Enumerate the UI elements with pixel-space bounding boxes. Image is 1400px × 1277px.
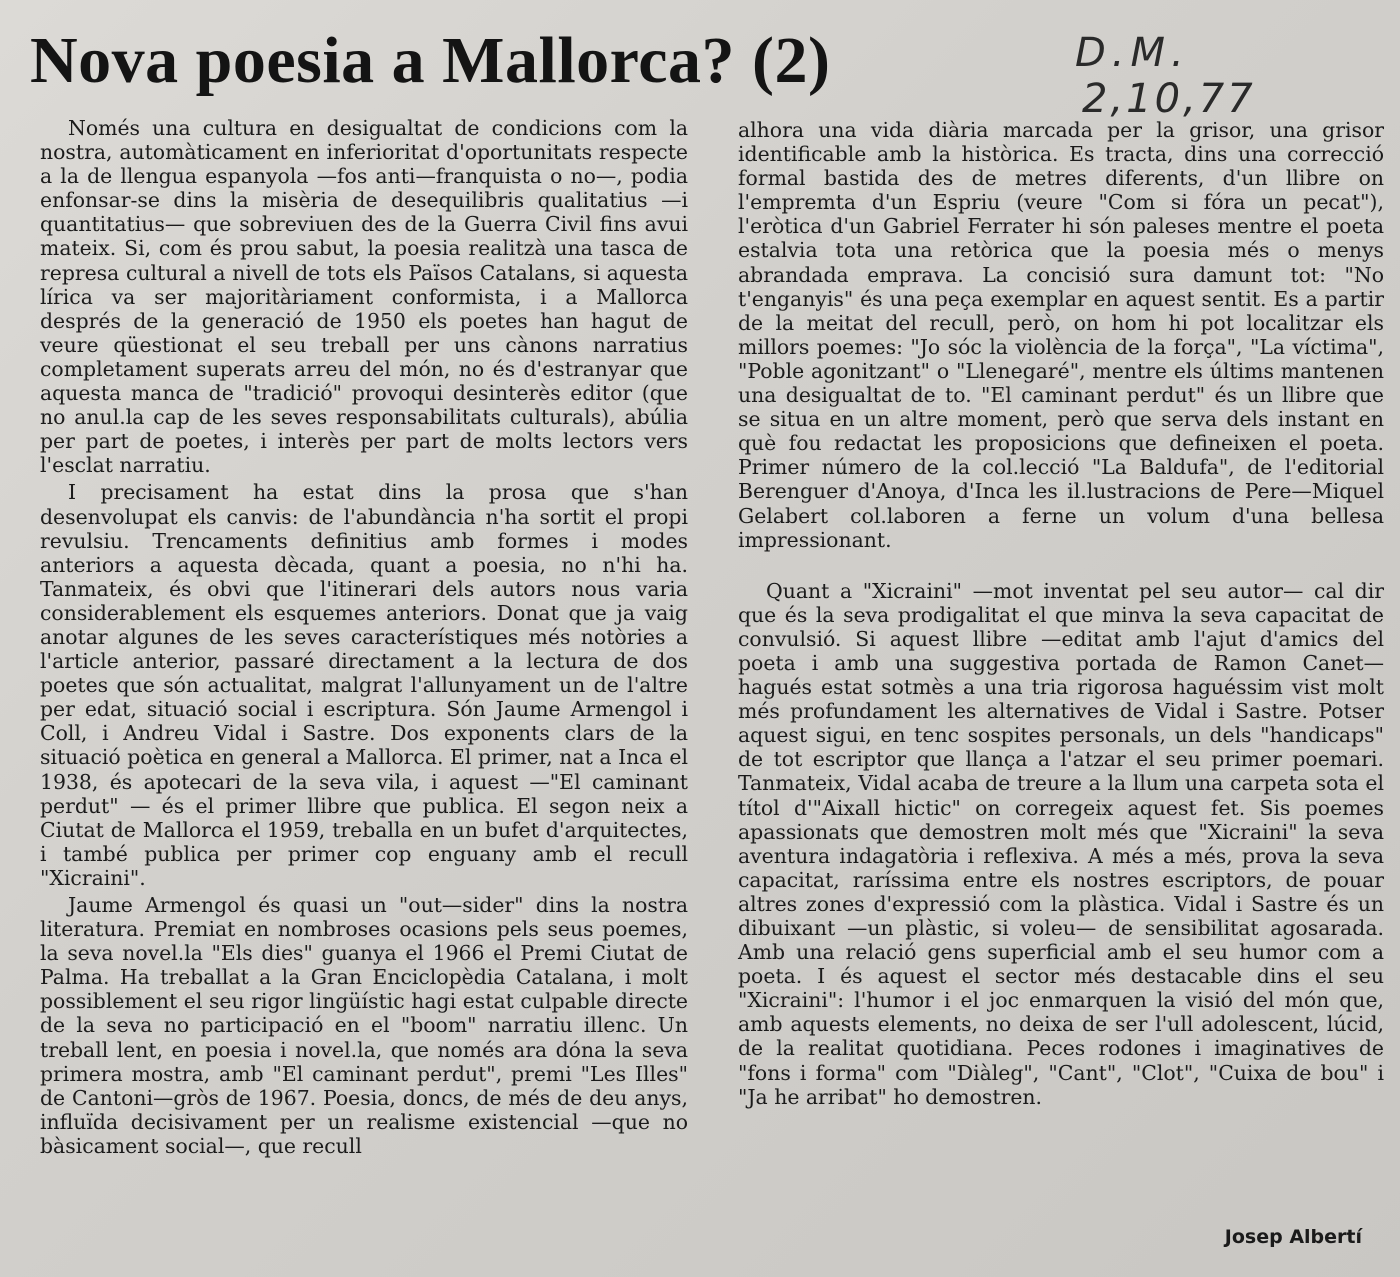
article-left-column — [40, 116, 688, 1158]
handwritten-date-note: 2,10,77 — [1082, 76, 1256, 122]
article-headline: Nova poesia a Mallorca? (2) — [30, 24, 831, 97]
article-right-column — [738, 118, 1384, 1109]
paragraph-3: Jaume Armengol és quasi un "out—sider" dins la nostra literatura. Premiat en nombroses ocasions pels seus poemes, la seva novel.la "Els dies" guanya el 1966 el Premi Ciutat de Palma. Ha treballat a la Gran Enciclopèdia Catalana, i molt possiblement el seu rigor lingüístic hagi estat culpable directe de la seva no participació en el "boom" narratiu illenc. Un treball lent, en poesia i novel.la, que només ara dóna la seva primera mostra, amb "El caminant perdut", premi "Les Illes" de Cantoni—gròs de 1967. Poesia, doncs, de més de deu anys, influïda decisivament per un realisme existencial —que no bàsicament social—, que recull — [40, 893, 688, 1158]
paragraph-1: Només una cultura en desigualtat de condicions com la nostra, automàticament en inferioritat d'oportunitats respecte a la de llengua espanyola —fos anti—franquista o no—, podia enfonsar-se dins la misèria de desequilibris qualitatius —i quantitatius— que sobreviuen des de la Guerra Civil fins avui mateix. Si, com és prou sabut, la poesia realitzà una tasca de represa cultural a nivell de tots els Països Catalans, si aquesta lírica va ser majoritàriament conformista, i a Mallorca després de la generació de 1950 els poetes han hagut de veure qüestionat el seu treball per uns cànons narratius completament superats arreu del món, no és d'estranyar que aquesta manca de "tradició" provoqui desinterès editor (que no anul.la cap de les seves responsabilitats culturals), abúlia per part de poetes, i interès per part de molts lectors vers l'esclat narratiu. — [40, 116, 688, 478]
author-byline: Josep Albertí — [1224, 1226, 1362, 1248]
handwritten-source-note: D.M. — [1075, 30, 1190, 76]
paragraph-3-continued: alhora una vida diària marcada per la grisor, una grisor identificable amb la històrica. Es tracta, dins una correcció formal bastida des de metres diferents, d'un llibre on l'empremta d'un Espriu (veure "Com si fóra un pecat"), l'eròtica d'un Gabriel Ferrater hi són paleses mentre el poeta estalvia tota una retòrica que la poesia més o menys abrandada emprava. La concisió sura damunt tot: "No t'enganyis" és una peça exemplar en aquest sentit. Es a partir de la meitat del recull, però, on hom hi pot localitzar els millors poemes: "Jo sóc la violència de la força", "La víctima", "Poble agonitzant" o "Llenegaré", mentre els últims mantenen una desigualtat de to. "El caminant perdut" és un llibre que se situa en un altre moment, però que serva dels instant en què fou redactat les proposicions que defineixen el poeta. Primer número de la col.lecció "La Baldufa", de l'editorial Berenguer d'Anoya, d'Inca les il.lustracions de Pere—Miquel Gelabert col.laboren a ferne un volum d'una bellesa impressionant. — [738, 118, 1384, 552]
paragraph-4: Quant a "Xicraini" —mot inventat pel seu autor— cal dir que és la seva prodigalitat el que minva la seva capacitat de convulsió. Si aquest llibre —editat amb l'ajut d'amics del poeta i amb una suggestiva portada de Ramon Canet— hagués estat sotmès a una tria rigorosa haguéssim vist molt més profundament les alternatives de Vidal i Sastre. Potser aquest sigui, en tenc sospites personals, un dels "handicaps" de tot escriptor que llança a l'atzar el seu primer poemari. Tanmateix, Vidal acaba de treure a la llum una carpeta sota el títol d'"Aixall hictic" on corregeix aquest fet. Sis poemes apassionats que demostren molt més que "Xicraini" la seva aventura indagatòria i reflexiva. A més a més, prova la seva capacitat, raríssima entre els nostres escriptors, de pouar altres zones d'expressió com la plàstica. Vidal i Sastre és un dibuixant —un plàstic, si voleu— de sensibilitat agosarada. Amb una relació gens superficial amb el seu humor com a poeta. I és aquest el sector més destacable dins el seu "Xicraini": l'humor i el joc enmarquen la visió del món que, amb aquests elements, no deixa de ser l'ull adolescent, lúcid, de la realitat quotidiana. Peces rodones i imaginatives de "fons i forma" com "Diàleg", "Cant", "Clot", "Cuixa de bou" i "Ja he arribat" ho demostren. — [738, 578, 1384, 1109]
paragraph-2: I precisament ha estat dins la prosa que s'han desenvolupat els canvis: de l'abundància n'ha sortit el propi revulsiu. Trencaments definitius amb formes i modes anteriors a aquesta dècada, quant a poesia, no n'hi ha. Tanmateix, és obvi que l'itinerari dels autors nous varia considerablement els esquemes anteriors. Donat que ja vaig anotar algunes de les seves característiques més notòries a l'article anterior, passaré directament a la lectura de dos poetes que són actualitat, malgrat l'allunyament un de l'altre per edat, situació social i escriptura. Són Jaume Armengol i Coll, i Andreu Vidal i Sastre. Dos exponents clars de la situació poètica en general a Mallorca. El primer, nat a Inca el 1938, és apotecari de la seva vila, i aquest —"El caminant perdut" — és el primer llibre que publica. El segon neix a Ciutat de Mallorca el 1959, treballa en un bufet d'arquitectes, i també publica per primer cop enguany amb el recull "Xicraini". — [40, 480, 688, 890]
